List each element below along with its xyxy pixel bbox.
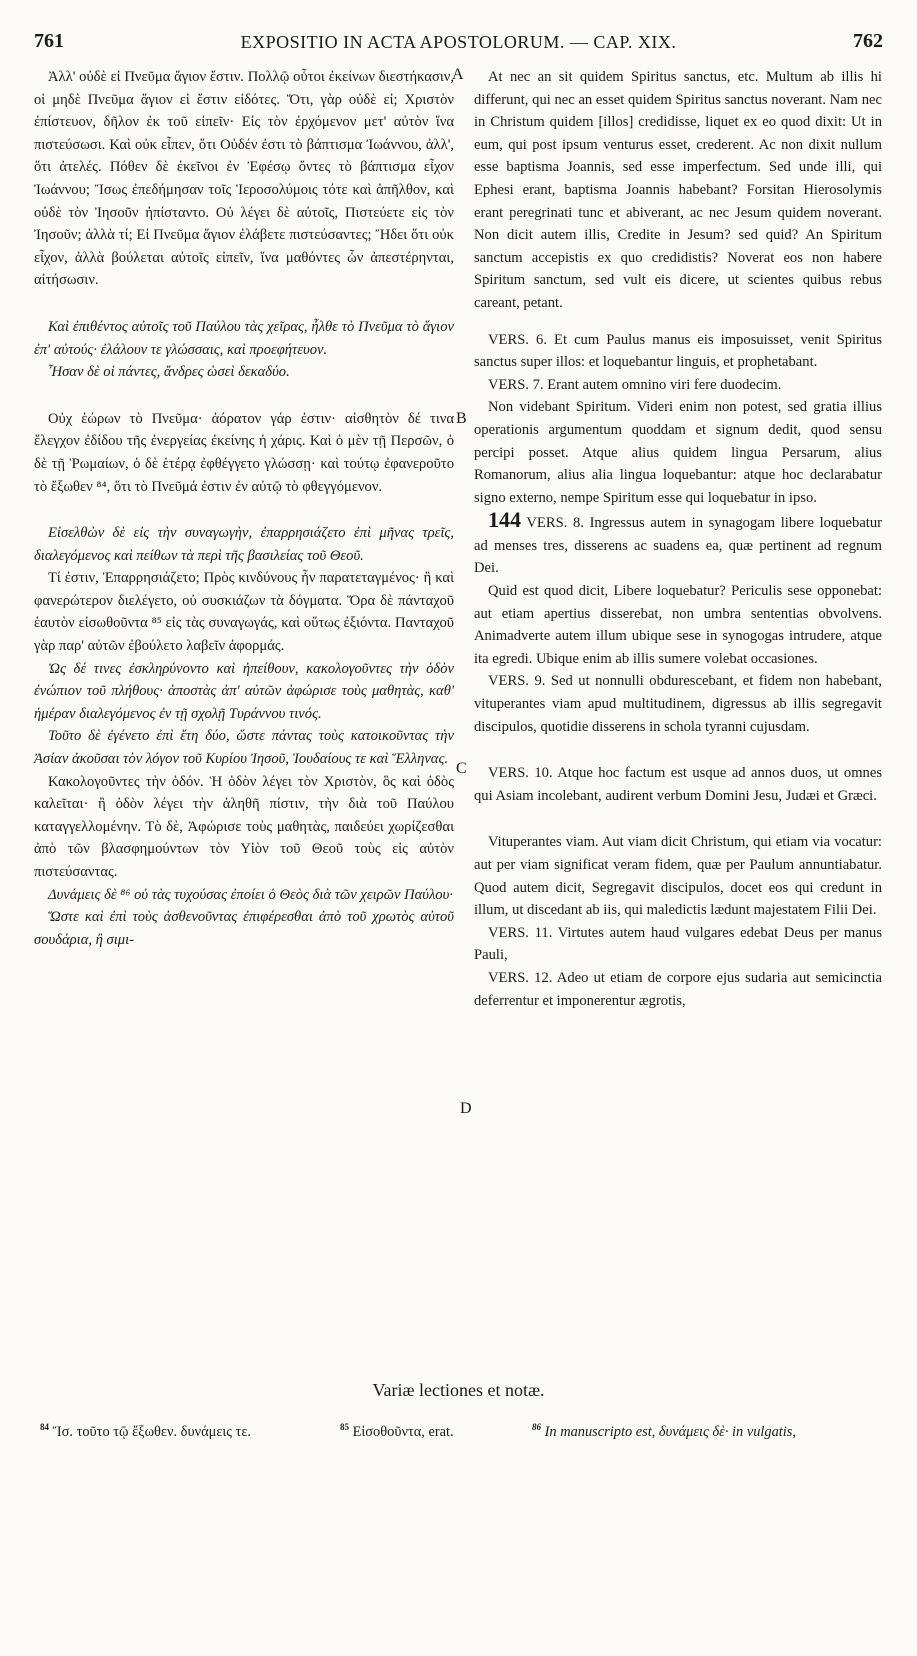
latin-verse: VERS. 12. Adeo ut etiam de corpore ejus sudaria aut semicinctia deferrentur et imponerentur ægrotis, bbox=[474, 969, 882, 1009]
greek-paragraph: Τί ἐστιν, Ἐπαρρησιάζετο; Πρὸς κινδύνους ἦν παρατεταγμένος· ἢ καὶ φανερώτερον διελέγετο, οὐ συσκιάζων τὰ δόγματα. Ὅρα δὲ πάνταχοῦ ἑαυτὸν εἰσωθοῦντα ⁸⁵ εἰς τὰς συναγωγάς, καὶ οὕτως ἐξιόντα. Πανταχοῦ γὰρ παρ' αὐτῶν ἐβούλετο λαβεῖν ἀφορμάς. bbox=[34, 570, 454, 655]
latin-paragraph: Quid est quod dicit, Libere loquebatur? Periculis sese opponebat: aut etiam apertius disserebat, non umbra sententias obvolvens. Animadverte autem illum ubique sese in synogogas intrudere, atque ita egredi. Ubique enim ab illis sumere volebat occasiones. bbox=[474, 583, 882, 667]
footnote-number: 86 bbox=[532, 1422, 541, 1432]
footnote-85 bbox=[340, 1416, 510, 1443]
latin-paragraph: Non videbant Spiritum. Videri enim non potest, sed gratia illius operationis argumentum quoddam et signum dedit, quod sensu percipi posset. Atque alius quidem lingua Persarum, alius Romanorum, alius alia lingua loquebantur: atque hoc declarabatur signo externo, nempe Spiritum esse qui loquebatur in ipso. bbox=[474, 399, 882, 506]
latin-paragraph: At nec an sit quidem Spiritus sanctus, etc. Multum ab illis hi differunt, qui nec an esset quidem Spiritus sanctus noverant. Nam nec in Christum quidem [illos] credidisse, liquet ex eo quod dixit: Ut in eum, qui post ipsum venturus esset, crederent. Ac non dixit nullum esse baptisma Joannis, sed esse imperfectum. Sed unde illi, qui Ephesi erant, baptisma Joannis habebant? Forsitan Hierosolymis erant peregrinati tunc et abiverant, ac nec Jesum quidem noverant. Non dicit autem illis, Credite in Jesum? sed quid? An Spiritum sanctum accepistis ex quo credidistis? Noverat eos non habere Spiritum sanctum, sed vult eis dicere, ut scientes quibus rebus careant, petant. bbox=[474, 69, 882, 311]
greek-verse: Εἰσελθὼν δὲ εἰς τὴν συναγωγὴν, ἐπαρρησιάζετο ἐπὶ μῆνας τρεῖς, διαλεγόμενος καὶ πείθων τὰ περὶ τῆς βασιλείας τοῦ Θεοῦ. bbox=[34, 525, 454, 564]
latin-verse: VERS. 7. Erant autem omnino viri fere duodecim. bbox=[488, 376, 782, 393]
notes-title: Variæ lectiones et notæ. bbox=[372, 1380, 545, 1400]
greek-paragraph: Οὐχ ἑώρων τὸ Πνεῦμα· ἀόρατον γάρ ἐστιν· αἰσθητὸν δέ τινα ἔλεγχον ἐδίδου τῆς ἐνεργείας ἐκείνης ἡ χάρις. Καὶ ὁ μὲν τῇ Περσῶν, ὁ δὲ τῇ Ῥωμαίων, ὁ δὲ ἑτέρᾳ ἐφθέγγετο γλώσσῃ· καὶ τούτῳ ἐφανεροῦτο τὸ ἔξωθεν ⁸⁴, ὅτι τὸ Πνεῦμά ἐστιν ἐν αὐτῷ τὸ φθεγγόμενον. bbox=[34, 410, 454, 495]
latin-verse: VERS. 10. Atque hoc factum est usque ad annos duos, ut omnes qui Asiam incolebant, audirent verbum Domini Jesu, Judæi et Græci. bbox=[474, 765, 882, 804]
margin-letter-b: B bbox=[456, 410, 467, 427]
latin-paragraph: Vituperantes viam. Aut viam dicit Christum, qui etiam via vocatur: aut per viam significat veram fidem, quæ per Paulum annuntiabatur. Quod autem dicit, Segregavit discipulos, docet eos qui credunt in illum, ut discedant ab iis, qui maledictis lædunt majestatem Filii Dei. bbox=[474, 834, 882, 919]
running-title: EXPOSITIO IN ACTA APOSTOLORUM. — CAP. XIX. bbox=[240, 32, 677, 52]
greek-paragraph: Ἀλλ' οὐδὲ εἰ Πνεῦμα ἅγιον ἔστιν. Πολλῷ οὗτοι ἐκείνων διεστήκασιν, οἱ μηδὲ Πνεῦμα ἅγιον εἰ ἔστιν εἰδότες. Ὅτι, γὰρ οὐδὲ εἰ; Χριστὸν ἐπίστευον, δῆλον ἐκ τοῦ εἰπεῖν· Εἰς τὸν ἐρχόμενον μετ' αὐτὸν ἵνα πιστεύσωσι. Καὶ οὐκ εἶπεν, ὅτι Οὐδέν ἐστι τὸ βάπτισμα Ἰωάννου, ἀλλ', ὅτι ἀτελές. Πόθεν δὲ ἐκεῖνοι ἐν Ἐφέσῳ ὄντες τὸ βάπτισμα εἶχον Ἰωάννου; Ἴσως ἐπεδήμησαν τοῖς Ἱεροσολύμοις τότε καὶ ἀπῆλθον, καὶ οὐδὲ τὸν Ἰησοῦν ἠπίσταντο. Οὐ λέγει δὲ αὐτοῖς, Πιστεύετε εἰς τὸν Ἰησοῦν; ἀλλὰ τί; Εἰ Πνεῦμα ἅγιον ἐλάβετε πιστεύσαντες; Ἤδει ὅτι οὐκ εἶχον, ἀλλὰ βούλεται αὐτοῖς εἰπεῖν, ἵνα μαθόντες ὧν ἀπεστέρηνται, αἰτήσωσιν. bbox=[34, 69, 454, 289]
greek-verse: Ὡς δέ τινες ἐσκληρύνοντο καὶ ἠπείθουν, κακολογοῦντες τὴν ὁδὸν ἐνώπιον τοῦ πλήθους· ἀποστὰς ἀπ' αὐτῶν ἀφώρισε τοὺς μαθητὰς, καθ' ἡμέραν διαλεγόμενος ἐν τῇ σχολῇ Τυράννου τινός. bbox=[34, 660, 454, 722]
footnote-number: 85 bbox=[340, 1422, 349, 1432]
page-header bbox=[34, 30, 883, 60]
footnote-text: Ἴσ. τοῦτο τῷ ἔξωθεν. δυνάμεις τε. bbox=[52, 1423, 251, 1440]
greek-verse: Τοῦτο δὲ ἐγένετο ἐπὶ ἔτη δύο, ὥστε πάντας τοὺς κατοικοῦντας τὴν Ἀσίαν ἀκοῦσαι τὸν λόγον τοῦ Κυρίου Ἰησοῦ, Ἰουδαίους τε καὶ Ἕλληνας. bbox=[34, 728, 454, 768]
greek-paragraph: Κακολογοῦντες τὴν ὁδόν. Ἡ ὁδὸν λέγει τὸν Χριστὸν, ὃς καὶ ὁδὸς καλεῖται· ἢ ὁδὸν λέγει τὴν ἀληθῆ πίστιν, τὴν διὰ τοῦ Παύλου καταγγελλομένην. Τὸ δὲ, Ἀφώρισε τοὺς μαθητὰς, παιδεύει χωρίζεσθαι ἀπὸ τῶν βλασφημούντων τὸν Υἱὸν τοῦ Θεοῦ τοὺς εἰς αὐτὸν πιστεύσαντας. bbox=[34, 773, 454, 880]
section-number: 144 bbox=[488, 507, 521, 533]
latin-verse: VERS. 9. Sed ut nonnulli obdurescebant, et fidem non habebant, vituperantes viam apud multitudinem, digressus ab illis segregavit discipulos, quotidie disserens in schola tyranni cujusdam. bbox=[474, 673, 882, 735]
footnote-text: In manuscripto est, δυνάμεις δὲ· in vulgatis, bbox=[544, 1423, 797, 1440]
latin-verse-block bbox=[474, 509, 882, 580]
greek-verse: Ὥστε καὶ ἐπὶ τοὺς ἀσθενοῦντας ἐπιφέρεσθαι ἀπὸ τοῦ χρωτὸς αὐτοῦ σουδάρια, ἢ σιμι- bbox=[34, 909, 454, 948]
margin-letter-d: D bbox=[460, 1100, 472, 1117]
latin-verse: VERS. 8. Ingressus autem in synagogam libere loquebatur ad menses tres, disserens ac suadens ea, quæ pertinent ad regnum Dei. bbox=[474, 515, 883, 577]
latin-verse: VERS. 6. Et cum Paulus manus eis imposuisset, venit Spiritus sanctus super illos: et loquebantur linguis, et prophetabant. bbox=[474, 331, 882, 371]
footnote-84 bbox=[40, 1416, 290, 1443]
greek-verse: Καὶ ἐπιθέντος αὐτοῖς τοῦ Παύλου τὰς χεῖρας, ἦλθε τὸ Πνεῦμα τὸ ἅγιον ἐπ' αὐτούς· ἐλάλουν τε γλώσσαις, καὶ προεφήτευον. bbox=[34, 318, 454, 358]
latin-verse: VERS. 11. Virtutes autem haud vulgares edebat Deus per manus Pauli, bbox=[474, 924, 882, 964]
margin-letter-c: C bbox=[456, 760, 467, 777]
footnote-number: 84 bbox=[40, 1422, 49, 1432]
page-number-left: 761 bbox=[34, 30, 64, 52]
greek-verse: Δυνάμεις δὲ ⁸⁶ οὐ τὰς τυχούσας ἐποίει ὁ Θεὸς διὰ τῶν χειρῶν Παύλου· bbox=[48, 886, 453, 903]
page-number-right: 762 bbox=[853, 30, 883, 52]
greek-verse: Ἦσαν δὲ οἱ πάντες, ἄνδρες ὡσεὶ δεκαδύο. bbox=[48, 364, 290, 381]
margin-letter-a: A bbox=[452, 66, 464, 83]
footnote-86 bbox=[532, 1416, 885, 1443]
footnote-text: Εἰσοθοῦντα, erat. bbox=[352, 1423, 454, 1440]
